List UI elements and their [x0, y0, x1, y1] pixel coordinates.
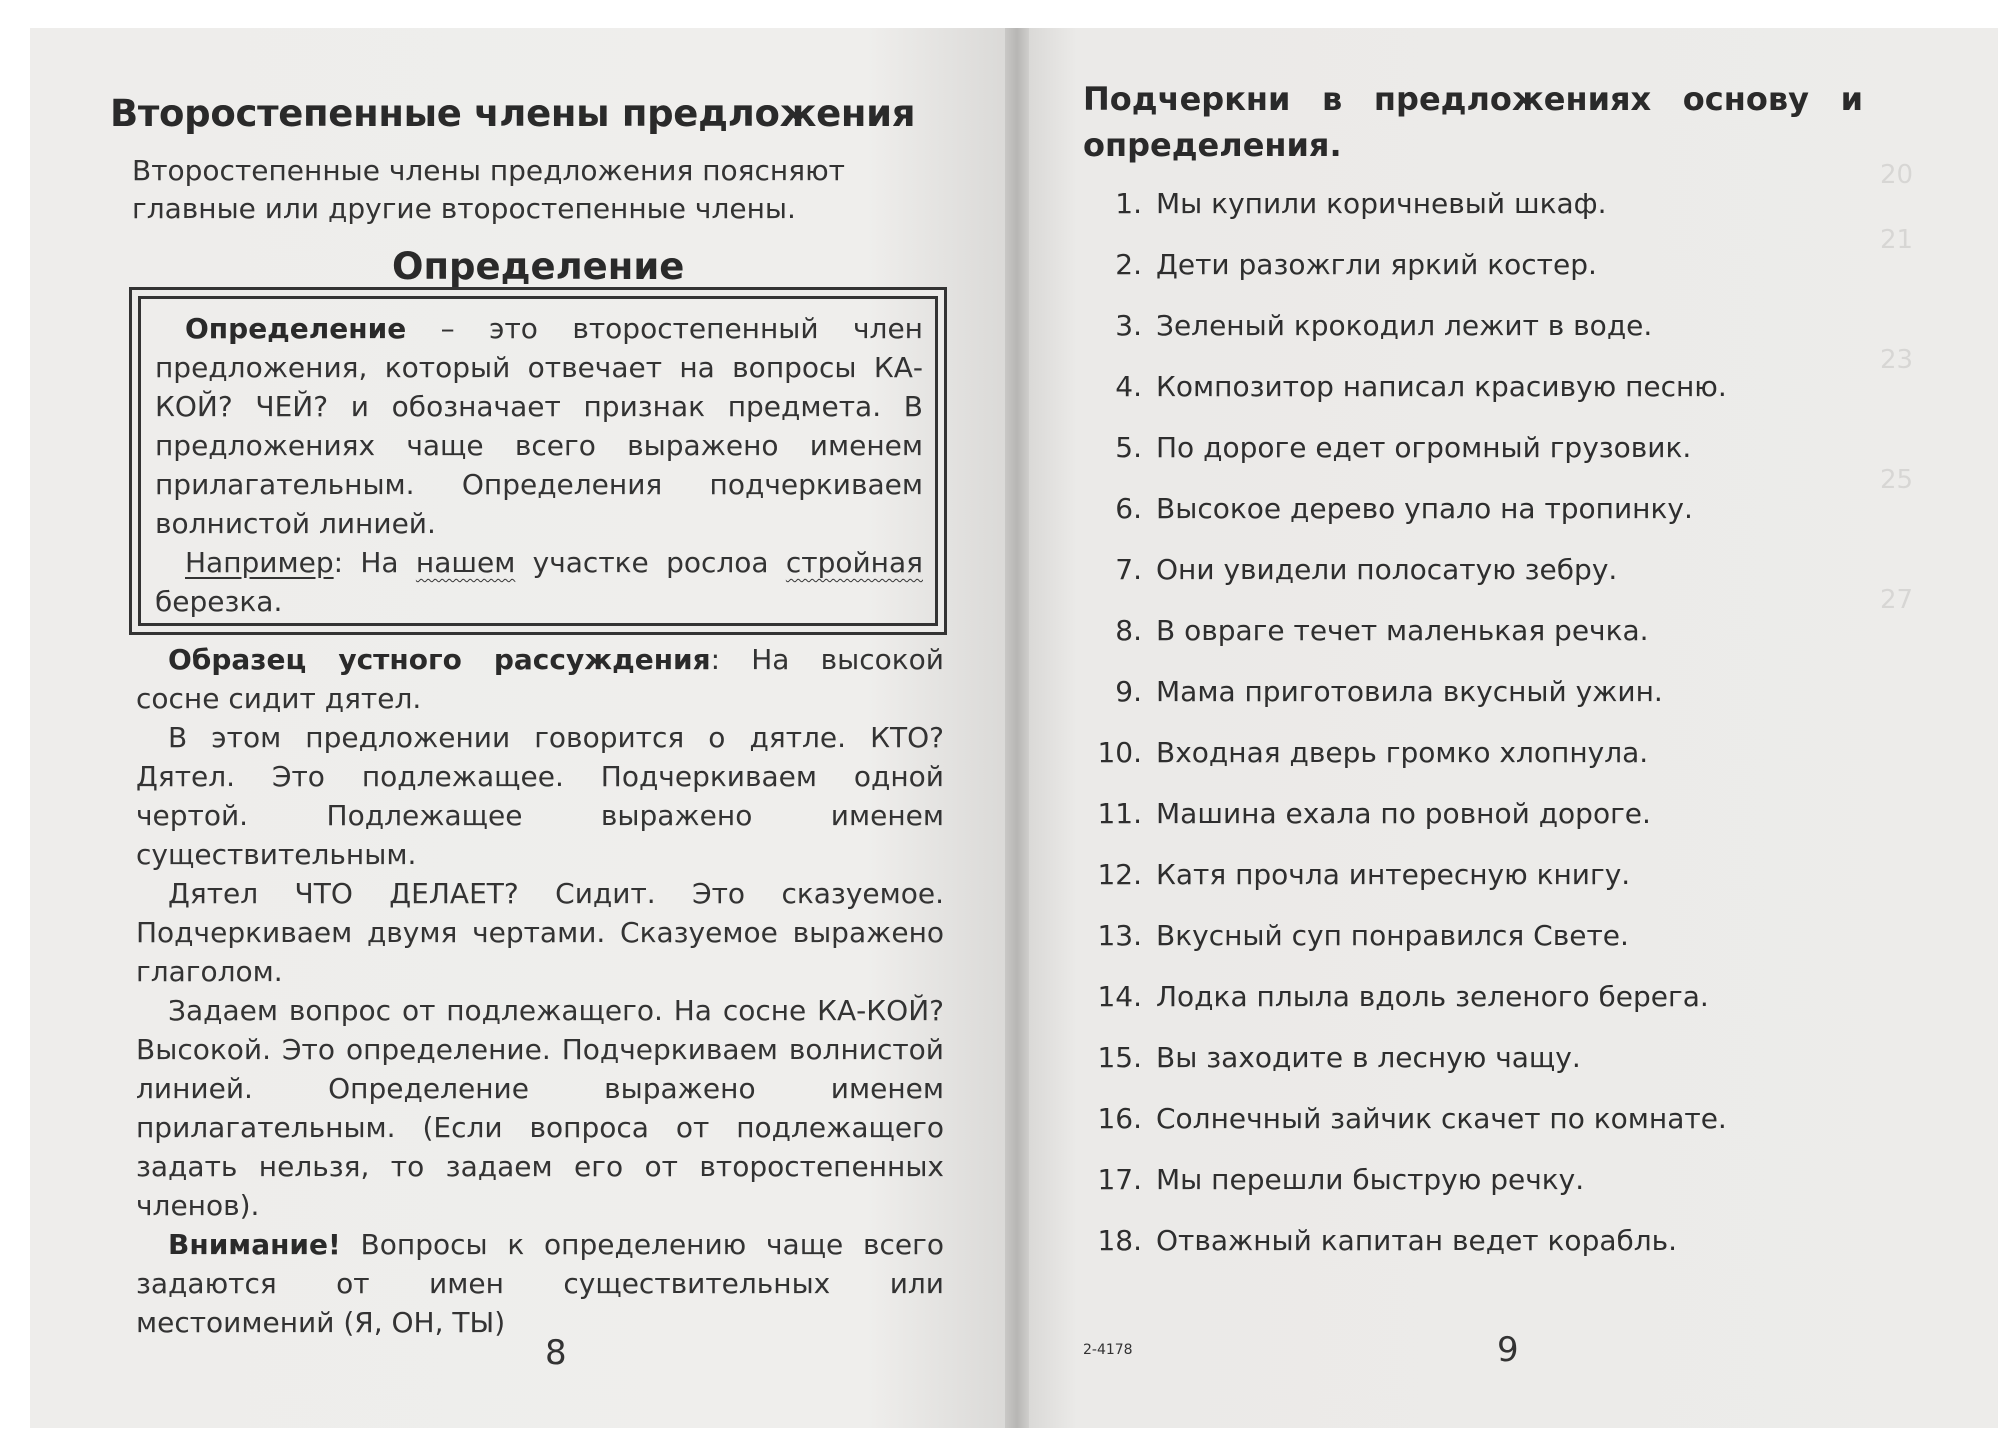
item-text: Мы купили коричневый шкаф. — [1156, 187, 1607, 220]
attention-paragraph — [136, 1225, 944, 1342]
attention-text: Вопросы к определению чаще всего задаются от имен существительных или местоимений (Я, ОН, ТЫ) — [136, 1228, 944, 1339]
list-item — [1080, 919, 1629, 952]
attention-label: Внимание! — [168, 1228, 341, 1261]
body-paragraph: В этом предложении говорится о дятле. КТО? Дятел. Это подлежащее. Подчеркиваем одной чертой. Подлежащее выражено именем существительным. — [136, 721, 944, 871]
list-item — [1080, 1102, 1727, 1135]
body-paragraph: Дятел ЧТО ДЕЛАЕТ? Сидит. Это сказуемое. Подчеркиваем двумя чертами. Сказуемое выражено глаголом. — [136, 877, 944, 988]
rule-example — [155, 543, 923, 621]
intro-text: Второстепенные члены предложения поясняют главные или другие второстепенные члены. — [132, 154, 845, 225]
item-text: Лодка плыла вдоль зеленого берега. — [1156, 980, 1709, 1013]
show-through-text: 25 — [1880, 465, 1914, 495]
rule-text: – это второстепенный член предложения, который отвечает на вопросы КА-КОЙ? ЧЕЙ? и обозначает признак предмета. В предложениях чаще всего выражено именем прилагательным. Определения подчеркиваем волнистой линией. — [155, 312, 923, 540]
example-part: участке рослоа — [515, 546, 786, 579]
rule-term: Определение — [185, 312, 407, 345]
item-number: 2. — [1115, 248, 1142, 281]
example-label: Например — [185, 546, 334, 579]
explanation-body — [136, 640, 944, 1342]
item-number: 15. — [1097, 1041, 1142, 1074]
list-item — [1080, 797, 1651, 830]
item-number: 3. — [1115, 309, 1142, 342]
item-text: Солнечный зайчик скачет по комнате. — [1156, 1102, 1727, 1135]
list-item — [1080, 1224, 1677, 1257]
list-item — [1080, 736, 1648, 769]
item-number: 13. — [1097, 919, 1142, 952]
show-through-text: 21 — [1880, 225, 1914, 255]
item-number: 4. — [1115, 370, 1142, 403]
item-number: 5. — [1115, 431, 1142, 464]
item-text: Дети разожгли яркий костер. — [1156, 248, 1597, 281]
list-item — [1080, 1163, 1584, 1196]
definition-rule-box — [138, 296, 938, 626]
show-through-text: 20 — [1880, 160, 1914, 190]
item-text: Катя прочла интересную книгу. — [1156, 858, 1631, 891]
item-text: Они увидели полосатую зебру. — [1156, 553, 1618, 586]
item-number: 10. — [1097, 736, 1142, 769]
section-title: Второстепенные члены предложения — [110, 92, 916, 135]
item-number: 16. — [1097, 1102, 1142, 1135]
page-number-left: 8 — [545, 1333, 567, 1373]
list-item — [1080, 553, 1617, 586]
item-number: 11. — [1097, 797, 1142, 830]
list-item — [1080, 492, 1693, 525]
item-text: Вы заходите в лесную чащу. — [1156, 1041, 1581, 1074]
item-text: Высокое дерево упало на тропинку. — [1156, 492, 1693, 525]
item-number: 7. — [1115, 553, 1142, 586]
page-number-right: 9 — [1497, 1330, 1519, 1370]
item-number: 6. — [1115, 492, 1142, 525]
item-number: 17. — [1097, 1163, 1142, 1196]
item-text: Вкусный суп понравился Свете. — [1156, 919, 1629, 952]
body-paragraph: Задаем вопрос от подлежащего. На сосне КА-КОЙ? Высокой. Это определение. Подчеркиваем волнистой линией. Определение выражено именем прилагательным. (Если вопроса от подлежащего задать нельзя, то задаем его от второстепенных членов). — [136, 994, 944, 1222]
item-text: Машина ехала по ровной дороге. — [1156, 797, 1651, 830]
item-number: 1. — [1115, 187, 1142, 220]
example-word-underlined: стройная — [785, 546, 923, 579]
item-number: 12. — [1097, 858, 1142, 891]
item-text: Мама приготовила вкусный ужин. — [1156, 675, 1663, 708]
show-through-text: 23 — [1880, 345, 1914, 375]
list-item — [1080, 187, 1606, 220]
item-text: Композитор написал красивую песню. — [1156, 370, 1727, 403]
item-number: 18. — [1097, 1224, 1142, 1257]
example-part: березка. — [155, 585, 283, 618]
item-number: 8. — [1115, 614, 1142, 647]
example-part: : На — [333, 546, 416, 579]
right-page — [1018, 28, 1998, 1428]
list-item — [1080, 858, 1630, 891]
list-item — [1080, 980, 1709, 1013]
sample-paragraph — [136, 640, 944, 718]
list-item — [1080, 614, 1649, 647]
list-item — [1080, 309, 1652, 342]
item-text: В овраге течет маленькая речка. — [1156, 614, 1649, 647]
item-number: 14. — [1097, 980, 1142, 1013]
list-item — [1080, 1041, 1581, 1074]
list-item — [1080, 370, 1727, 403]
print-code: 2-4178 — [1083, 1342, 1133, 1358]
section-intro — [132, 152, 932, 228]
show-through-text: 27 — [1880, 585, 1914, 615]
item-number: 9. — [1115, 675, 1142, 708]
sample-label: Образец устного рассуждения — [168, 643, 711, 676]
item-text: Зеленый крокодил лежит в воде. — [1156, 309, 1653, 342]
list-item — [1080, 431, 1691, 464]
sample-text: : На высокой сосне сидит дятел. — [136, 643, 945, 715]
exercise-title: Подчеркни в предложениях основу и определения. — [1083, 80, 1863, 164]
item-text: Отважный капитан ведет корабль. — [1156, 1224, 1678, 1257]
item-text: По дороге едет огромный грузовик. — [1156, 431, 1692, 464]
item-text: Мы перешли быструю речку. — [1156, 1163, 1585, 1196]
subsection-title: Определение — [392, 245, 685, 288]
book-gutter — [1005, 28, 1029, 1428]
item-text: Входная дверь громко хлопнула. — [1156, 736, 1649, 769]
list-item — [1080, 675, 1663, 708]
example-word-underlined: нашем — [415, 546, 516, 579]
list-item — [1080, 248, 1597, 281]
